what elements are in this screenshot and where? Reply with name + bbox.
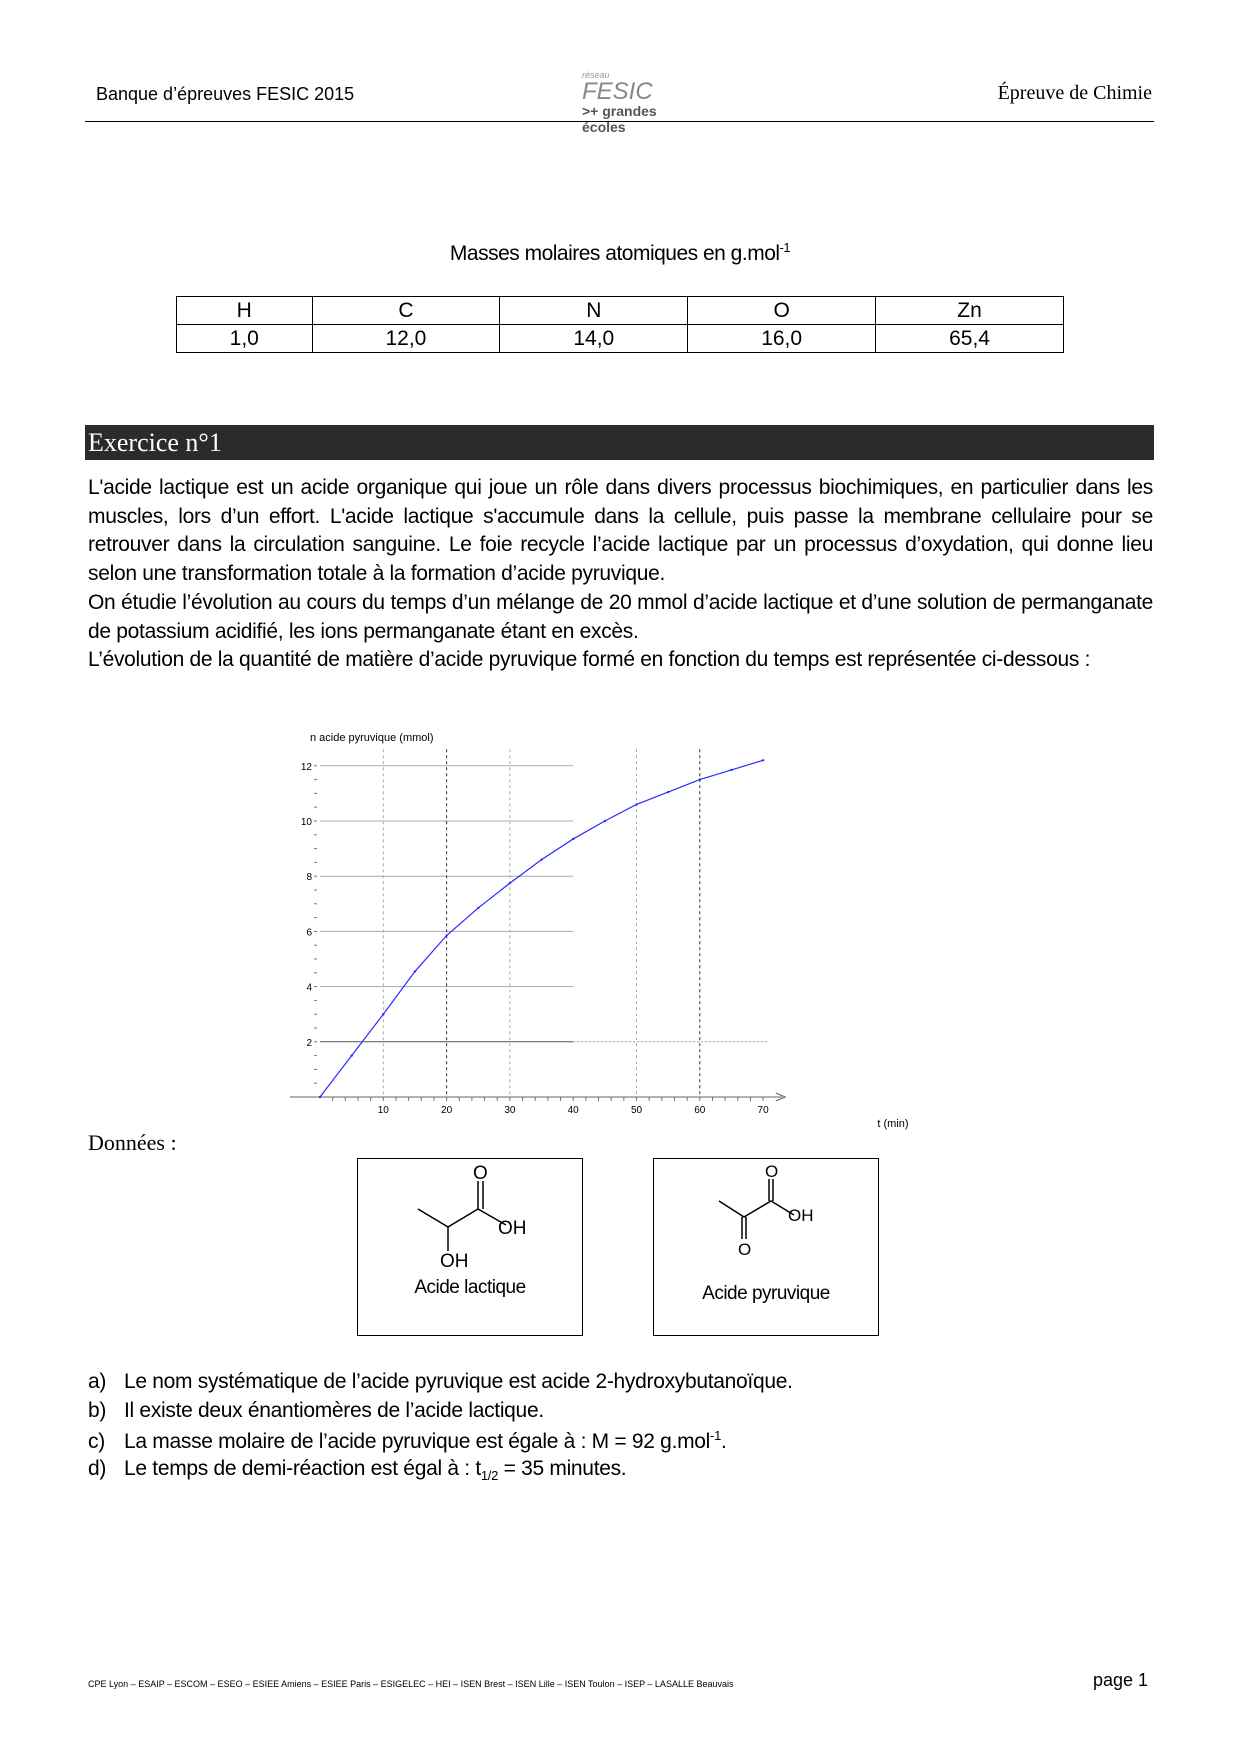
y-axis-label: n acide pyruvique (mmol) (310, 732, 434, 744)
y-tick-label: 8 (306, 872, 312, 884)
data-point (319, 1096, 321, 1098)
masses-title-text: Masses molaires atomiques en g.mol (449, 242, 780, 265)
table-cell: Zn (876, 297, 1064, 325)
fesic-logo (580, 70, 675, 135)
table-cell: H (177, 297, 313, 325)
data-point (414, 970, 416, 972)
data-point (667, 791, 669, 793)
question-letter: b) (88, 1399, 107, 1422)
atom-label: OH (788, 1206, 814, 1225)
question-sub: 1/2 (480, 1468, 499, 1484)
y-tick-label: 12 (300, 761, 312, 773)
molecule-name: Acide pyruvique (702, 1283, 830, 1304)
x-tick-label: 60 (694, 1105, 706, 1116)
data-point (382, 1013, 384, 1015)
data-point (699, 778, 701, 780)
x-tick-label: 30 (504, 1105, 516, 1116)
donnees-label: Données : (88, 1130, 177, 1155)
atom-label: O (765, 1162, 779, 1181)
question-text: La masse molaire de l’acide pyruvique est égale à : M = 92 g.mol (124, 1430, 711, 1453)
question-sup: -1 (710, 1428, 722, 1443)
x-axis-label: t (min) (877, 1118, 909, 1130)
lactic-acid-box (357, 1158, 583, 1336)
question-letter: c) (88, 1430, 105, 1453)
data-point (762, 759, 764, 761)
atom-label: OH (440, 1251, 469, 1272)
table-cell: C (312, 297, 500, 325)
exercise-title: Exercice n°1 (85, 425, 1154, 460)
question-end: . (721, 1430, 727, 1453)
data-point (477, 907, 479, 909)
lactic-acid-structure (358, 1159, 582, 1289)
paragraph: L’évolution de la quantité de matière d’acide pyruvique formé en fonction du temps est représentée ci-dessous : (88, 648, 1091, 672)
atom-label: O (473, 1163, 488, 1184)
y-tick-label: 4 (306, 982, 312, 994)
y-tick-label: 6 (306, 927, 312, 939)
header-right: Épreuve de Chimie (997, 82, 1152, 104)
data-point (604, 820, 606, 822)
data-point (445, 934, 447, 936)
question-a (88, 1370, 793, 1394)
question-letter: a) (88, 1370, 107, 1393)
x-tick-label: 20 (441, 1105, 453, 1116)
data-point (730, 769, 732, 771)
table-cell: 1,0 (177, 325, 313, 353)
logo-main: FESIC (582, 78, 653, 105)
question-end: = 35 minutes. (498, 1457, 627, 1480)
question-text: Il existe deux énantiomères de l’acide lactique. (124, 1399, 544, 1422)
masses-table (176, 296, 1064, 353)
header-divider (85, 121, 1154, 122)
atom-label: OH (498, 1218, 527, 1239)
y-tick-label: 2 (306, 1037, 312, 1049)
table-row (177, 325, 1064, 353)
data-point (509, 882, 511, 884)
data-point (572, 838, 574, 840)
x-tick-label: 50 (630, 1105, 643, 1116)
question-text: Le nom systématique de l’acide pyruvique est acide 2-hydroxybutanoïque. (124, 1370, 793, 1393)
atom-label: O (738, 1240, 752, 1259)
masses-title-sup: -1 (779, 240, 791, 255)
paragraph: On étudie l’évolution au cours du temps d’un mélange de 20 mmol d’acide lactique et d’une solution de permanganate de potassium acidifié, les ions permanganate étant en excès. (88, 590, 1153, 643)
question-c (88, 1428, 727, 1454)
pyruvic-acid-structure (654, 1159, 878, 1289)
molecule-name: Acide lactique (414, 1277, 526, 1298)
question-text: Le temps de demi-réaction est égal à : t (124, 1457, 481, 1480)
y-tick-label: 10 (300, 817, 312, 828)
page-number: page 1 (1092, 1670, 1148, 1690)
x-tick-label: 70 (757, 1105, 769, 1116)
question-letter: d) (88, 1457, 107, 1480)
table-cell: 16,0 (688, 325, 876, 353)
header-left: Banque d’épreuves FESIC 2015 (96, 84, 355, 104)
footer-schools: CPE Lyon – ESAIP – ESCOM – ESEO – ESIEE Amiens – ESIEE Paris – ESIGELEC – HEI – ISEN Brest – ISEN Lille – ISEN Toulon – ISEP – LASALLE Beauvais (88, 1679, 734, 1689)
question-d (88, 1457, 626, 1483)
logo-tag: >+ grandes écoles (582, 103, 657, 135)
data-line (320, 760, 763, 1097)
data-point (635, 803, 637, 805)
exercise-text (88, 474, 1153, 675)
logo-small: réseau (582, 70, 610, 80)
table-cell: O (688, 297, 876, 325)
table-cell: N (500, 297, 688, 325)
chart (290, 725, 950, 1135)
x-tick-label: 10 (377, 1105, 389, 1116)
table-cell: 65,4 (876, 325, 1064, 353)
table-row (177, 297, 1064, 325)
paragraph: L'acide lactique est un acide organique qui joue un rôle dans divers processus biochimiques, en particulier dans les muscles, lors d’un effort. L'acide lactique s'accumule dans la cellule, puis passe la membrane cellulaire pour se retrouver dans la circulation sanguine. Le foie recycle l’acide lactique par un processus d’oxydation, qui donne lieu selon une transformation totale à la formation d’acide pyruvique. (88, 476, 1153, 586)
table-cell: 12,0 (312, 325, 500, 353)
x-tick-label: 40 (567, 1105, 579, 1116)
question-b (88, 1399, 544, 1423)
table-cell: 14,0 (500, 325, 688, 353)
pyruvic-acid-box (653, 1158, 879, 1336)
data-point (350, 1054, 352, 1056)
masses-title (0, 240, 1240, 266)
data-point (540, 858, 542, 860)
